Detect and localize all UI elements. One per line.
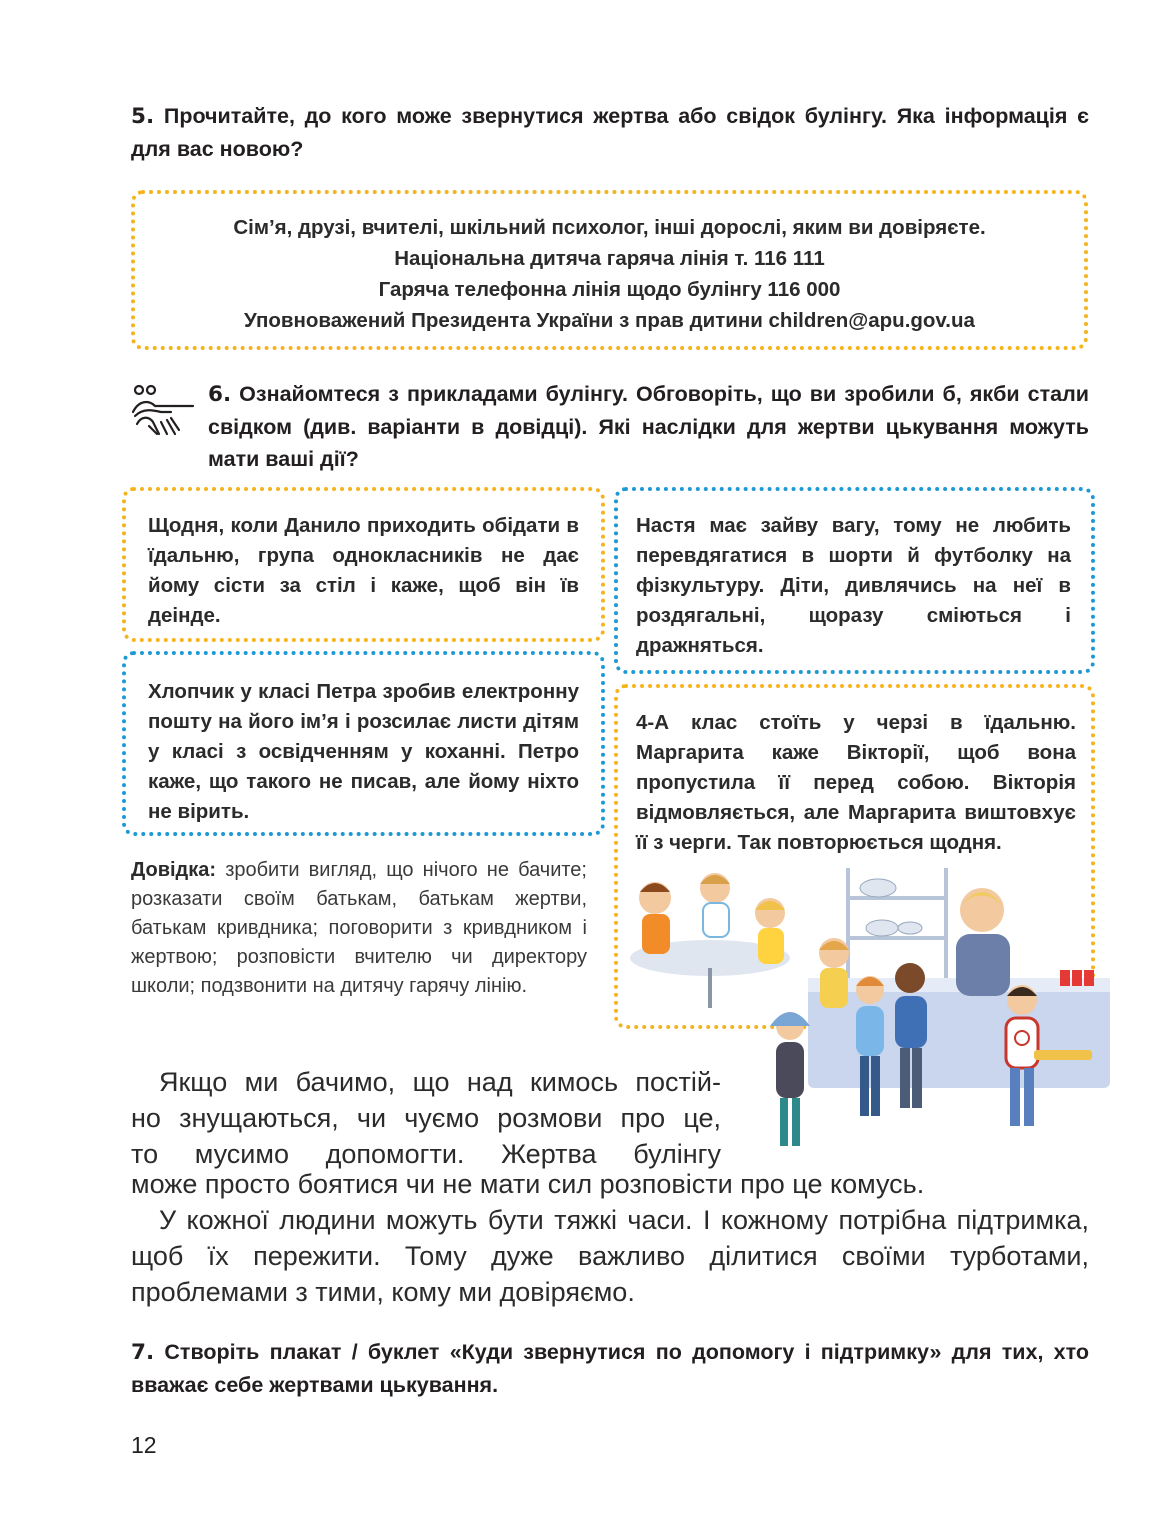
paragraph-1 [131,1064,721,1172]
task-6-number: 6. [208,382,232,407]
group-work-icon [131,382,195,438]
task-7 [131,1336,1089,1401]
paragraph-1-end: може просто боятися чи не мати сил розповісти про це комусь. [131,1169,925,1199]
contacts-box [131,190,1088,350]
task-5-number: 5. [131,104,155,129]
story-text: 4-А клас стоїть у черзі в їдальню. Маргарита каже Вікторії, щоб вона пропустила її перед собою. Вікторія відмовляється, але Маргарита виштовхує її з черги. Так повторюється щодня. [636,711,1076,854]
task-7-number: 7. [131,1340,155,1365]
story-text: Настя має зайву вагу, тому не любить перевдягатися в шорти й футболку на фізкультуру. Діти, дивлячись на неї в роздягальні, щоразу сміються і дражняться. [636,514,1071,657]
story-text: Хлопчик у класі Петра зробив електронну пошту на його ім’я і розсилає листи дітям у класі з освідченням у коханні. Петро каже, що такого не писав, але йому ніхто не вірить. [148,680,579,823]
task-5-text: Прочитайте, до кого може звернутися жертва або свідок булінгу. Яка інформація є для вас новою? [131,104,1089,161]
contacts-line-3: Гаряча телефонна лінія щодо булінгу 116 000 [378,278,841,301]
story-box-nastia [614,487,1095,674]
hint-text: зробити вигляд, що нічого не бачите; розказати своїм батькам, батькам жертви, батькам кривдника; поговорити з кривдником і жертвою; розповісти вчителю чи директору школи; подзвонити на дитячу гарячу лінію. [131,859,587,997]
paragraph-1-line-2: но знущаються, чи чуємо розмови про це, [131,1103,721,1133]
task-6-text: Ознайомтеся з прикладами булінгу. Обговоріть, що ви зробили б, якби стали свідком (див. варіанти в довідці). Які наслідки для жертви цькування можуть мати ваші дії? [208,382,1089,471]
paragraph-1-line-1: Якщо ми бачимо, що над кимось постій- [159,1067,721,1097]
paragraph-1-line-3: то мусимо допомогти. Жертва булінгу [131,1139,721,1169]
contacts-line-1: Сім’я, друзі, вчителі, шкільний психолог, інші дорослі, яким ви довіряєте. [233,216,986,239]
story-box-danylo [122,487,605,642]
paragraph-2: У кожної людини можуть бути тяжкі часи. І кожному потрібна підтримка, щоб їх пережити. Тому дуже важливо ділитися своїми турботами, проблемами з тими, кому ми довіряємо. [131,1205,1089,1307]
task-5 [131,100,1089,165]
task-7-text: Створіть плакат / буклет «Куди звернутися по допомогу і підтримку» для тих, хто вважає себе жертвами цькування. [131,1340,1089,1397]
hint-block [131,856,587,1001]
page-number: 12 [131,1432,157,1458]
task-6 [208,378,1089,475]
hint-label: Довідка: [131,859,217,881]
story-box-petro [122,651,605,836]
contacts-line-4: Уповноважений Президента України з прав дитини children@apu.gov.ua [244,309,975,332]
contacts-line-2: Національна дитяча гаряча лінія т. 116 111 [394,247,825,270]
story-text: Щодня, коли Данило приходить обідати в їдальню, група однокласників не дає йому сісти за стіл і каже, щоб він їв деінде. [148,514,579,627]
